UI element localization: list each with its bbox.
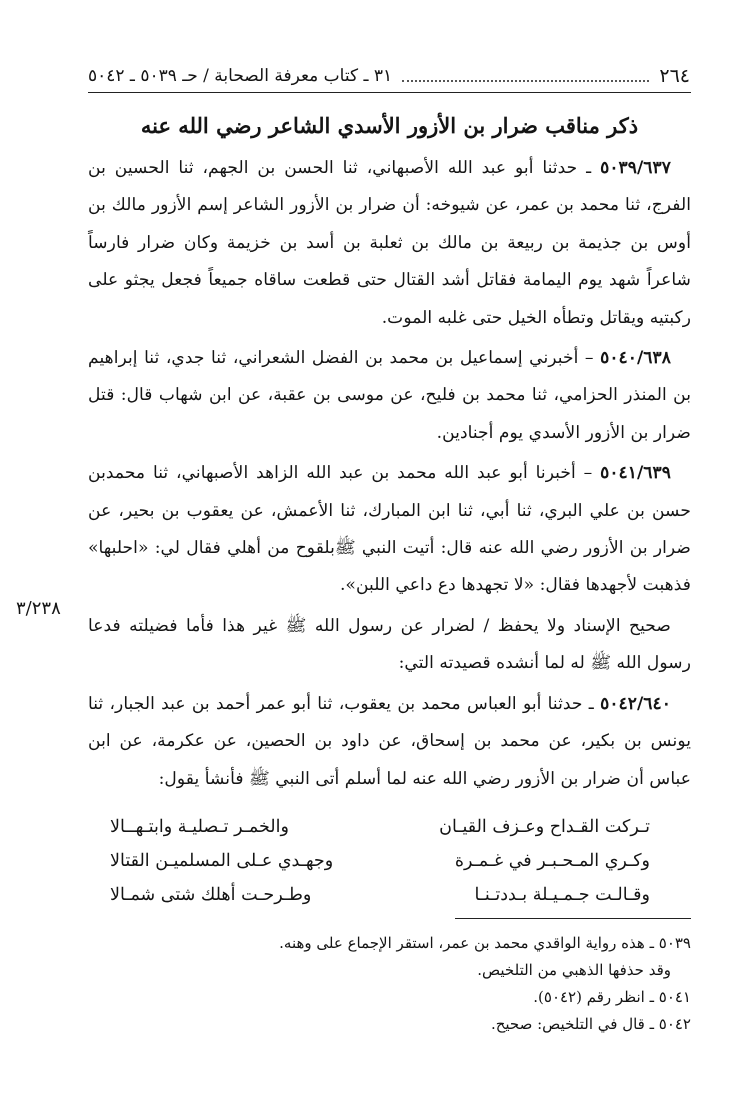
footnote: وقد حذفها الذهبي من التلخيص.	[477, 961, 671, 979]
section-title: ذكر مناقب ضرار بن الأزور الأسدي الشاعر رضي الله عنه	[140, 113, 639, 138]
header-rule	[88, 92, 691, 93]
footnote-rule	[455, 918, 691, 919]
hadith-text: ـ حدثنا أبو عبد الله الأصبهاني، ثنا الحسن بن الجهم، ثنا الحسين بن الفرج، ثنا محمد بن عمر، عن شيوخه: أن ضرار بن الأزور الشاعر إسم الأزور مالك بن أوس بن جذيمة بن ربيعة بن مالك بن ثعلبة بن أسد بن خزيمة وكان ضرار فارساً شاعراً شهد يوم اليمامة فقاتل أشد القتال حتى قطعت ساقاه جميعاً فجعل يجثو على ركبتيه ويقاتل وتطأه الخيل حتى غلبه الموت.	[88, 158, 691, 328]
hadith-text: ـ حدثنا أبو العباس محمد بن يعقوب، ثنا أبو عمر أحمد بن عبد الجبار، ثنا يونس بن بكير، عن محمد بن إسحاق، عن داود بن الحصين، عن عكرمة، عن ابن عباس أن ضرار بن الأزور رضي الله عنه لما أسلم أتى النبي ﷺ فأنشأ يقول:	[88, 693, 691, 789]
page-number: ٢٦٤	[659, 65, 690, 87]
footnote: ٥٠٤١ ـ انظر رقم (٥٠٤٢).	[533, 988, 691, 1006]
poem	[110, 810, 650, 912]
commentary: صحيح الإسناد ولا يحفظ / لضرار عن رسول الله ﷺ غير هذا فأما فضيلته فدعا رسول الله ﷺ له لما أنشده قصيدته التي:	[88, 615, 691, 674]
hadith-text: – أخبرني إسماعيل بن محمد بن الفضل الشعراني، ثنا جدي، ثنا إبراهيم بن المنذر الحزامي، ثنا محمد بن فليح، عن موسى بن عقبة، عن ابن شهاب قال: قتل ضرار بن الأزور الأسدي يوم أجنادين.	[88, 348, 691, 443]
hadith-number: ٥٠٤١/٦٣٩	[600, 463, 671, 484]
hadith-text: – أخبرنا أبو عبد الله محمد بن عبد الله الزاهد الأصبهاني، ثنا محمدبن حسن بن علي البري، ثنا أبي، ثنا ابن المبارك، ثنا الأعمش، عن يعقوب بن بحير، عن ضرار بن الأزور رضي الله عنه قال: أتيت النبي ﷺبلقوح من أهلي فقال لي: «احلبها» فذهبت لأجهدها فقال: «لا تجهدها دع داعي اللبن».	[88, 463, 691, 596]
poem-verse	[110, 810, 650, 844]
verse-second-hemistich: وطـرحـت أهلك شتى شمـالا	[110, 885, 312, 905]
hadith-5039	[88, 150, 691, 337]
verse-second-hemistich: والخمـر تـصليـة وابتـهــالا	[110, 817, 289, 837]
verse-second-hemistich: وجهـدي عـلى المسلميـن القتالا	[110, 851, 334, 871]
hadith-number: ٥٠٤٢/٦٤٠	[600, 693, 671, 714]
hadith-number: ٥٠٤٠/٦٣٨	[600, 348, 671, 369]
footnotes	[88, 930, 691, 1038]
margin-reference: ٣/٢٣٨	[16, 598, 61, 619]
hadith-5041	[88, 455, 691, 605]
running-header	[88, 62, 690, 90]
poem-verse	[110, 878, 650, 912]
verse-first-hemistich: وقـالـت جـمـيـلة بـددتـنـا	[474, 885, 650, 905]
footnote: ٥٠٣٩ ـ هذه رواية الواقدي محمد بن عمر، استقر الإجماع على وهنه.	[279, 934, 691, 952]
verse-first-hemistich: تـركت القـداح وعـزف القيـان	[439, 817, 650, 837]
main-text	[88, 150, 691, 801]
hadith-number: ٥٠٣٩/٦٣٧	[600, 158, 671, 178]
hadith-5040	[88, 340, 691, 452]
hadith-5042	[88, 686, 691, 798]
footnote: ٥٠٤٢ ـ قال في التلخيص: صحيح.	[490, 1015, 691, 1033]
header-dots	[402, 70, 649, 82]
verse-first-hemistich: وكـري المـحـبـر في غـمـرة	[454, 851, 650, 871]
running-title: ٣١ ـ كتاب معرفة الصحابة / حـ ٥٠٣٩ ـ ٥٠٤٢	[88, 66, 393, 86]
poem-verse	[110, 844, 650, 878]
